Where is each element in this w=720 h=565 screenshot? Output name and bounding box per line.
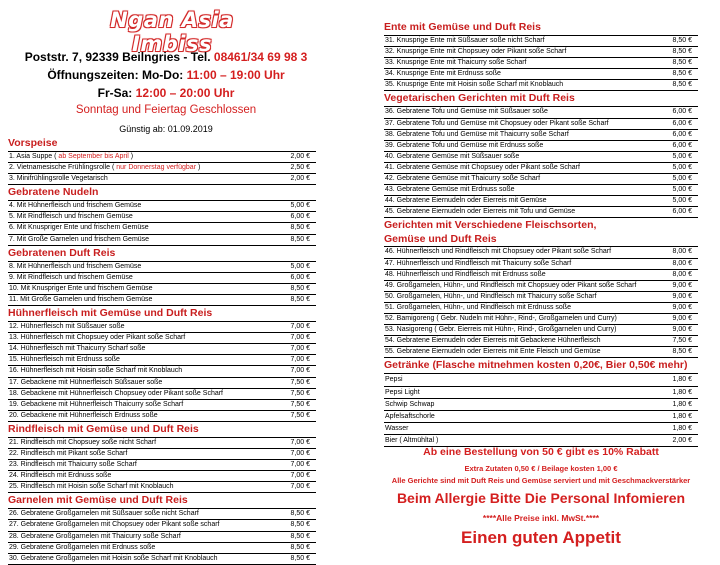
menu-table [384,373,698,447]
appetit-message: Einen guten Appetit [461,528,621,547]
item-price: 6,00 € [672,130,692,138]
item-name: 24. Rindfleisch mit Erdnuss soße [9,472,112,480]
phone-number: 08461/34 69 98 3 [213,50,308,64]
item-name: 32. Knusprige Ente mit Chopsuey oder Pikant soße Scharf [385,48,567,56]
item-price: 8,50 € [290,510,310,518]
item-name: 11. Mit Große Garnelen und frischem Gemüse [9,295,153,303]
menu-item [8,223,316,234]
item-price: 8,50 € [290,532,310,540]
item-name: 51. Großgarnelen, Hühn-, und Rindfleisch mit Erdnuss soße [385,303,571,311]
menu-item [8,212,316,223]
menu-item [384,303,698,314]
item-price: 6,00 € [290,273,310,281]
menu-item [8,273,316,284]
item-price: 9,00 € [672,314,692,322]
item-price: 5,00 € [290,202,310,210]
item-name: 38. Gebratene Tofu und Gemüse mit Thaicurry soße Scharf [385,130,569,138]
item-name: 21. Rindfleisch mit Chopsuey soße nicht Scharf [9,438,157,446]
menu-item [384,58,698,69]
item-name: 20. Gebackene mit Hühnerfleisch Erdnuss soße [9,411,158,419]
section-title: Gemüse und Duft Reis [384,233,497,246]
item-name: 22. Rindfleisch mit Pikant soße Scharf [9,449,128,457]
menu-item [8,152,316,163]
item-name: 3. Minifrühlingsrolle Vegetarisch [9,175,108,183]
item-name: Apfelsaftschorle [385,412,435,420]
item-price: 7,50 € [290,400,310,408]
item-name: 34. Knusprige Ente mit Erdnuss soße [385,70,501,78]
menu-item [384,185,698,196]
vat-notice: ****Alle Preise inkl. MwSt.**** [482,513,600,523]
item-price: 1,80 € [672,412,692,420]
section-title: Ente mit Gemüse und Duft Reis [384,21,541,33]
item-name: 12. Hühnerfleisch mit Süßsauer soße [9,323,125,331]
item-price: 7,00 € [290,472,310,480]
item-name: 44. Gebratene Eiernudeln oder Eierreis mit Gemüse [385,197,547,205]
item-name: Bier ( Altmühltal ) [385,437,439,445]
item-price: 9,00 € [672,292,692,300]
item-price: 8,50 € [672,70,692,78]
menu-item [8,543,316,554]
item-price: 6,00 € [672,141,692,149]
item-name: 43. Gebratene Gemüse mit Erdnuss soße [385,186,515,194]
item-price: 8,00 € [672,270,692,278]
item-price: 5,00 € [672,197,692,205]
item-price: 7,00 € [290,461,310,469]
menu-item [384,387,698,399]
menu-item [8,262,316,273]
menu-section [384,91,698,218]
item-price: 7,00 € [290,334,310,342]
menu-table [8,437,316,493]
menu-item [8,344,316,355]
item-name: 13. Hühnerfleisch mit Chopsuey oder Pikant soße Scharf [9,334,186,342]
menu-table [8,261,316,306]
item-price: 8,50 € [290,284,310,292]
left-menu [8,136,316,565]
menu-item [8,520,316,531]
item-name: Schwip Schwap [385,400,435,408]
discount-notice: Ab eine Bestellung von 50 € gibt es 10% Rabatt [423,446,659,458]
right-menu [384,20,698,447]
item-price: 8,50 € [672,81,692,89]
item-price: 7,00 € [290,483,310,491]
item-name: 23. Rindfleisch mit Thaicurry soße Scharf [9,461,137,469]
menu-item [384,411,698,423]
menu-section [8,422,316,493]
section-title: Vegetarischen Gerichten mit Duft Reis [384,92,575,105]
menu-item [384,141,698,152]
item-name: Wasser [385,425,409,433]
menu-item [8,163,316,174]
item-price: 7,00 € [290,438,310,446]
item-price: 8,50 € [672,48,692,56]
item-price: 6,00 € [672,119,692,127]
item-name: 48. Hühnerfleisch und Rindfleisch mit Erdnuss soße [385,270,546,278]
menu-item [8,460,316,471]
menu-item [384,292,698,303]
menu-item [8,235,316,246]
item-name: 16. Hühnerfleisch mit Hoisin soße Scharf mit Knoblauch [9,367,183,375]
item-name: 37. Gebratene Tofu und Gemüse mit Chopsuey oder Pikant soße Scharf [385,119,609,127]
closed-notice: Sonntag und Feiertag Geschlossen [75,104,257,116]
item-name: 33. Knusprige Ente mit Thaicurry soße Scharf [385,59,527,67]
item-price: 6,00 € [672,108,692,116]
menu-item [384,374,698,386]
menu-section [384,218,698,358]
menu-item [8,201,316,212]
item-name: 42. Gebratene Gemüse mit Thaicurry soße Scharf [385,175,541,183]
item-price: 1,80 € [672,425,692,433]
menu-section [8,185,316,245]
item-price: 2,50 € [290,164,310,172]
menu-item [384,281,698,292]
item-note: ab September bis April [58,153,129,160]
item-price: 7,00 € [290,323,310,331]
menu-item [384,36,698,47]
menu-item [8,174,316,185]
item-price: 5,00 € [672,163,692,171]
menu-section [8,306,316,422]
menu-item [384,423,698,435]
item-price: 7,50 € [290,411,310,419]
item-name: 8. Mit Hühnerfleisch und frischem Gemüse [9,262,142,270]
item-price: 2,00 € [290,153,310,160]
item-name: 50. Großgarnelen, Hühn-, und Rindfleisch mit Thaicurry soße Scharf [385,292,597,300]
item-name: 46. Hühnerfleisch und Rindfleisch mit Chopsuey oder Pikant soße Scharf [385,248,612,256]
section-title: Gebratene Nudeln [8,186,99,199]
item-price: 9,00 € [672,281,692,289]
item-price: 5,00 € [672,175,692,183]
item-price: 8,50 € [290,295,310,303]
menu-item [384,207,698,218]
item-name: 53. Nasigoreng ( Gebr. Eierreis mit Hühn-, Rind-, Großgarnelen und Curry) [385,326,617,334]
item-name: 28. Gebratene Großgarnelen mit Thaicurry soße Scharf [9,532,181,540]
item-name: 5. Mit Rindfleisch und frischem Gemüse [9,213,133,221]
menu-item [384,130,698,141]
item-name: 39. Gebratene Tofu und Gemüse mit Erdnuss soße [385,141,544,149]
item-name: 15. Hühnerfleisch mit Erdnuss soße [9,356,120,364]
menu-item [8,333,316,344]
menu-item [384,107,698,118]
item-name: 17. Gebackene mit Hühnerfleisch Süßsauer soße [9,378,163,386]
item-name: 47. Hühnerfleisch und Rindfleisch mit Thaicurry soße Scharf [385,259,572,267]
item-price: 7,00 € [290,367,310,375]
item-price: 7,00 € [290,345,310,353]
menu-item [8,554,316,565]
menu-item [384,325,698,336]
menu-item [384,259,698,270]
menu-table [8,200,316,245]
item-price: 6,00 € [672,208,692,216]
allergy-notice: Beim Allergie Bitte Die Personal Infomieren [396,490,686,506]
menu-item [384,247,698,258]
menu-item [384,336,698,347]
item-name: 19. Gebackene mit Hühnerfleisch Thaicurry soße Scharf [9,400,184,408]
menu-item [384,347,698,358]
item-name: 49. Großgarnelen, Hühn-, und Rindfleisch mit Chopsuey oder Pikant soße Scharf [385,281,637,289]
menu-item [384,69,698,80]
item-name: 4. Mit Hühnerfleisch und frischem Gemüse [9,202,142,210]
item-price: 8,00 € [672,248,692,256]
item-name: 7. Mit Große Garnelen und frischem Gemüse [9,235,150,243]
served-with-notice: Alle Gerichte sind mit Duft Reis und Gemüse serviert und mit Geschmackverstärker [391,476,691,485]
menu-section [8,136,316,185]
item-name: 30. Gebratene Großgarnelen mit Hoisin soße Scharf mit Knoblauch [9,554,218,562]
menu-item [8,411,316,422]
menu-table [384,35,698,91]
address-line: Poststr. 7, 92339 Beilngries - Tel. 08461/34 69 98 3 [24,50,308,64]
menu-section [384,20,698,91]
menu-table [384,106,698,218]
menu-item [8,295,316,306]
menu-item [8,366,316,377]
item-name: 27. Gebratene Großgarnelen mit Chopsuey oder Pikant soße scharf [9,521,220,529]
item-price: 6,00 € [290,213,310,221]
item-name: 40. Gebratene Gemüse mit Süßsauer soße [385,152,520,160]
section-title: Rindfleisch mit Gemüse und Duft Reis [8,422,199,435]
item-price: 8,50 € [290,543,310,551]
item-price: 7,50 € [290,389,310,397]
menu-item [8,509,316,520]
item-price: 7,00 € [290,356,310,364]
menu-table [384,246,698,358]
item-name: 45. Gebratene Eiernudeln oder Eierreis mit Tofu und Gemüse [385,208,576,216]
menu-item [8,449,316,460]
menu-item [384,152,698,163]
item-price: 8,50 € [672,37,692,44]
section-title: Gebratenen Duft Reis [8,246,116,259]
item-name: 2. Vietnamesische Frühlingsrolle ( nur Donnerstag verfügbar ) [9,164,201,172]
item-price: 7,50 € [290,378,310,386]
menu-item [8,389,316,400]
item-price: 5,00 € [672,186,692,194]
item-price: 8,50 € [290,235,310,243]
menu-table [8,508,316,564]
item-price: 5,00 € [672,152,692,160]
item-price: 8,50 € [290,521,310,529]
item-name: 10. Mit Knuspriger Ente und frischem Gemüse [9,284,153,292]
menu-item [384,163,698,174]
opening-hours-weekend: Fr-Sa: 12:00 – 20:00 Uhr [97,86,235,100]
section-title: Gerichten mit Verschiedene Fleischsorten, [384,219,597,232]
item-price: 8,50 € [672,348,692,356]
menu-section [8,246,316,306]
item-price: 1,80 € [672,400,692,408]
menu-table [8,151,316,185]
item-name: 14. Hühnerfleisch mit Thaicurry Scharf soße [9,345,146,353]
restaurant-logo: Ngan Asia Imbiss [110,8,234,56]
menu-item [384,399,698,411]
item-name: 55. Gebratene Eiernudeln oder Eierreis mit Ente Fleisch und Gemüse [385,348,601,356]
item-price: 8,50 € [290,224,310,232]
menu-item [384,174,698,185]
item-price: 7,00 € [290,449,310,457]
valid-from-date: Günstig ab: 01.09.2019 [119,124,213,134]
menu-table [8,321,316,422]
menu-item [8,438,316,449]
item-price: 2,00 € [290,175,310,183]
menu-item [8,355,316,366]
item-name: 18. Gebackene mit Hühnerfleisch Chopsuey oder Pikant soße Scharf [9,389,224,397]
item-price: 8,00 € [672,259,692,267]
item-price: 5,00 € [290,262,310,270]
menu-item [384,314,698,325]
item-price: 8,50 € [672,59,692,67]
item-price: 7,50 € [672,337,692,345]
item-price: 8,50 € [290,554,310,562]
section-title: Garnelen mit Gemüse und Duft Reis [8,494,188,507]
section-title: Vorspeise [8,137,58,149]
item-name: 35. Knusprige Ente mit Hoisin soße Scharf mit Knoblauch [385,81,564,89]
menu-item [8,322,316,333]
item-name: Pepsi [385,376,403,384]
item-price: 9,00 € [672,326,692,334]
item-name: 36. Gebratene Tofu und Gemüse mit Süßsauer soße [385,108,548,116]
item-name: 9. Mit Rindfleisch und frischem Gemüse [9,273,133,281]
item-price: 2,00 € [672,437,692,445]
item-name: 52. Bamigoreng ( Gebr. Nudeln mit Hühn-, Rind-, Großgarnelen und Curry) [385,314,617,322]
item-name: Pepsi Light [385,388,420,396]
item-price: 1,80 € [672,376,692,384]
section-title: Getränke (Flasche mitnehmen kosten 0,20€, Bier 0,50€ mehr) [384,359,688,372]
menu-item [8,471,316,482]
item-name: 31. Knusprige Ente mit Süßsauer soße nicht Scharf [385,37,545,44]
item-name: 25. Rindfleisch mit Hoisin soße Scharf mit Knoblauch [9,483,174,491]
opening-hours-weekdays: Öffnungszeiten: Mo-Do: 11:00 – 19:00 Uhr [47,68,285,82]
menu-item [8,400,316,411]
menu-item [384,80,698,91]
menu-item [8,482,316,493]
item-name: 26. Gebratene Großgarnelen mit Süßsauer soße nicht Scharf [9,510,199,518]
menu-item [384,270,698,281]
item-name: 6. Mit Knuspriger Ente und frischem Gemüse [9,224,149,232]
menu-item [384,47,698,58]
menu-section [8,493,316,564]
menu-section [384,358,698,447]
menu-item [8,532,316,543]
menu-item [384,119,698,130]
section-title: Hühnerfleisch mit Gemüse und Duft Reis [8,307,213,320]
item-price: 9,00 € [672,303,692,311]
item-name: 1. Asia Suppe ( ab September bis April ) [9,153,134,160]
menu-item [8,378,316,389]
item-name: 41. Gebratene Gemüse mit Chopsuey oder Pikant soße Scharf [385,163,580,171]
menu-item [8,284,316,295]
item-note: nur Donnerstag verfügbar [116,164,197,172]
extras-notice: Extra Zutaten 0,50 € / Beilage kosten 1,00 € [464,464,618,473]
item-price: 1,80 € [672,388,692,396]
menu-item [384,196,698,207]
item-name: 54. Gebratene Eiernudeln oder Eierreis mit Gebackene Hühnerfleisch [385,337,601,345]
item-name: 29. Gebratene Großgarnelen mit Erdnuss soße [9,543,156,551]
